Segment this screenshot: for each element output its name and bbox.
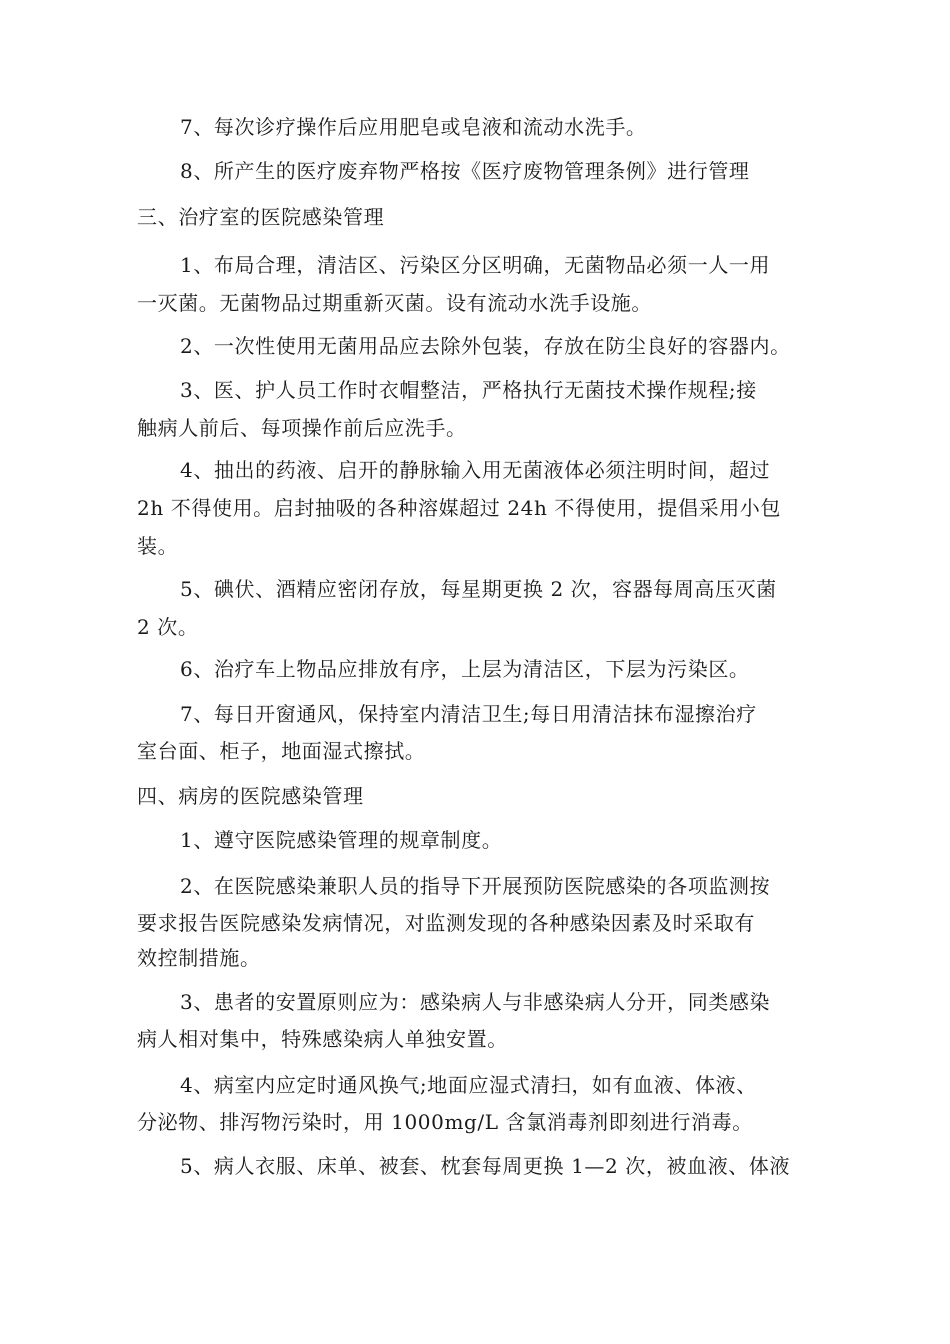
paragraph-line: 病人相对集中，特殊感染病人单独安置。 — [137, 1027, 508, 1051]
paragraph-line: 7、每日开窗通风，保持室内清洁卫生;每日用清洁抹布湿擦治疗 — [180, 702, 757, 726]
paragraph-line: 3、患者的安置原则应为：感染病人与非感染病人分开，同类感染 — [180, 990, 771, 1014]
paragraph-line: 4、病室内应定时通风换气;地面应湿式清扫，如有血液、体液、 — [180, 1073, 757, 1097]
paragraph-line: 2、在医院感染兼职人员的指导下开展预防医院感染的各项监测按 — [180, 874, 771, 898]
paragraph-line: 一灭菌。无菌物品过期重新灭菌。设有流动水洗手设施。 — [137, 291, 652, 315]
paragraph-line: 1、遵守医院感染管理的规章制度。 — [180, 828, 503, 852]
paragraph-line: 3、医、护人员工作时衣帽整洁，严格执行无菌技术操作规程;接 — [180, 378, 757, 402]
paragraph-line: 触病人前后、每项操作前后应洗手。 — [137, 416, 467, 440]
paragraph-line: 2h 不得使用。启封抽吸的各种溶媒超过 24h 不得使用，提倡采用小包 — [137, 496, 782, 520]
paragraph-line: 5、碘伏、酒精应密闭存放，每星期更换 2 次，容器每周高压灭菌 — [180, 577, 777, 601]
paragraph-line: 装。 — [137, 534, 179, 558]
paragraph-line: 1、布局合理，清洁区、污染区分区明确，无菌物品必须一人一用 — [180, 253, 771, 277]
section-heading: 四、病房的医院感染管理 — [137, 784, 364, 808]
paragraph-line: 7、每次诊疗操作后应用肥皂或皂液和流动水洗手。 — [180, 115, 647, 139]
paragraph-line: 分泌物、排泻物污染时，用 1000mg/L 含氯消毒剂即刻进行消毒。 — [137, 1110, 753, 1134]
paragraph-line: 8、所产生的医疗废弃物严格按《医疗废物管理条例》进行管理 — [180, 159, 750, 183]
paragraph-line: 4、抽出的药液、启开的静脉输入用无菌液体必须注明时间，超过 — [180, 458, 771, 482]
paragraph-line: 2 次。 — [137, 615, 199, 639]
paragraph-line: 室台面、柜子，地面湿式擦拭。 — [137, 739, 426, 763]
section-heading: 三、治疗室的医院感染管理 — [137, 205, 385, 229]
paragraph-line: 6、治疗车上物品应排放有序，上层为清洁区，下层为污染区。 — [180, 657, 750, 681]
paragraph-line: 要求报告医院感染发病情况，对监测发现的各种感染因素及时采取有 — [137, 911, 755, 935]
paragraph-line: 2、一次性使用无菌用品应去除外包装，存放在防尘良好的容器内。 — [180, 334, 791, 358]
paragraph-line: 效控制措施。 — [137, 946, 261, 970]
paragraph-line: 5、病人衣服、床单、被套、枕套每周更换 1—2 次，被血液、体液 — [180, 1154, 791, 1178]
